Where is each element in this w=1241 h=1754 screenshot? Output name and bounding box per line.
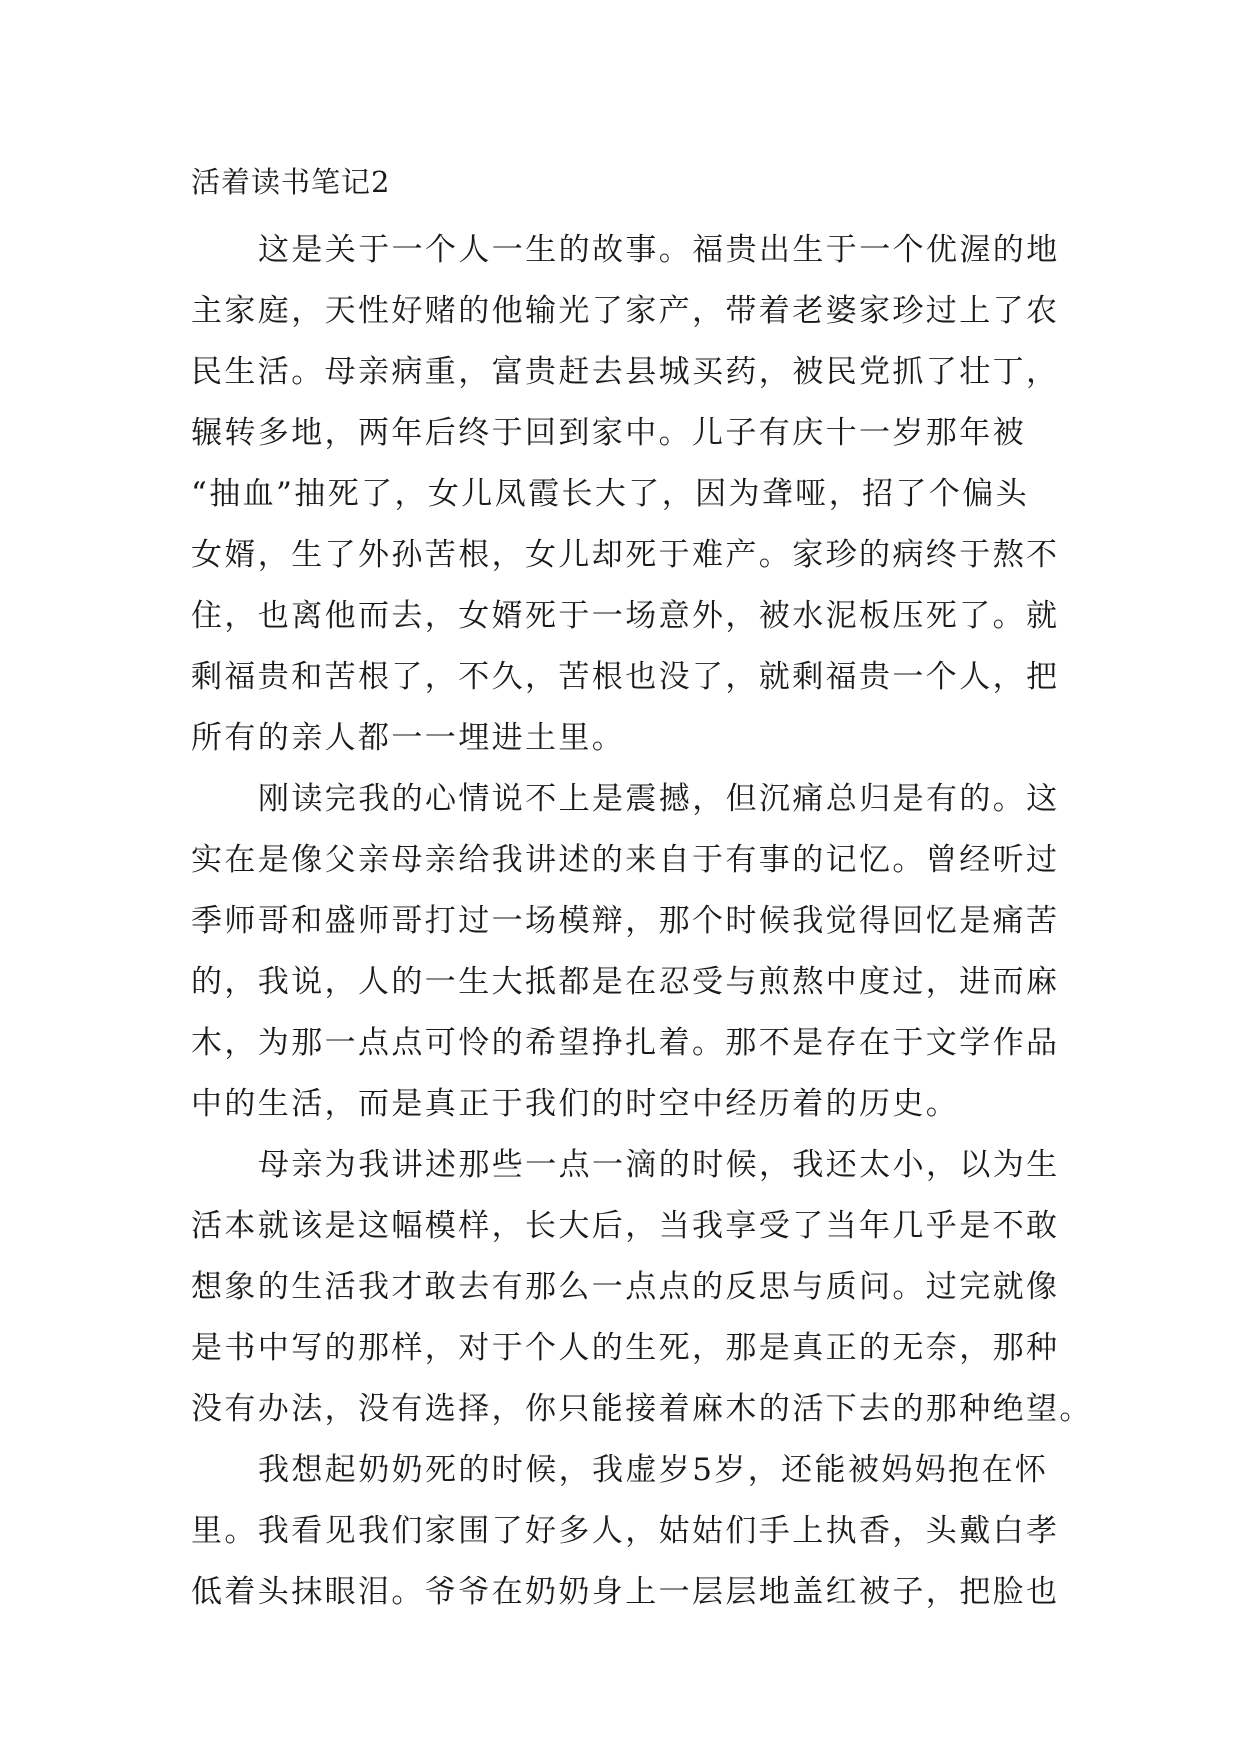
text-line: 剩福贵和苦根了，不久，苦根也没了，就剩福贵一个人，把 bbox=[191, 659, 1060, 695]
document-body bbox=[191, 220, 1093, 1623]
text-line: 母亲为我讲述那些一点一滴的时候，我还太小，以为生 bbox=[258, 1147, 1060, 1183]
text-line: 所有的亲人都一一埋进土里。 bbox=[191, 720, 626, 756]
text-line: 这是关于一个人一生的故事。福贵出生于一个优渥的地 bbox=[258, 232, 1060, 268]
text-line: 辗转多地，两年后终于回到家中。儿子有庆十一岁那年被 bbox=[191, 415, 1026, 451]
text-line: 木，为那一点点可怜的希望挣扎着。那不是存在于文学作品 bbox=[191, 1025, 1060, 1061]
text-line: 里。我看见我们家围了好多人，姑姑们手上执香，头戴白孝 bbox=[191, 1513, 1060, 1549]
text-line: 季师哥和盛师哥打过一场模辩，那个时候我觉得回忆是痛苦 bbox=[191, 903, 1060, 939]
text-line: 活本就该是这幅模样，长大后，当我享受了当年几乎是不敢 bbox=[191, 1208, 1060, 1244]
text-line: 主家庭，天性好赌的他输光了家产，带着老婆家珍过上了农 bbox=[191, 293, 1060, 329]
text-line: 低着头抹眼泪。爷爷在奶奶身上一层层地盖红被子，把脸也 bbox=[191, 1574, 1060, 1610]
text-line: “抽血”抽死了，女儿凤霞长大了，因为聋哑，招了个偏头 bbox=[191, 476, 1030, 512]
text-line: 我想起奶奶死的时候，我虚岁5岁，还能被妈妈抱在怀 bbox=[258, 1452, 1049, 1488]
text-line: 刚读完我的心情说不上是震撼，但沉痛总归是有的。这 bbox=[258, 781, 1060, 817]
document-title: 活着读书笔记2 bbox=[191, 165, 391, 199]
text-line: 住，也离他而去，女婿死于一场意外，被水泥板压死了。就 bbox=[191, 598, 1060, 634]
text-line: 民生活。母亲病重，富贵赶去县城买药，被民党抓了壮丁， bbox=[191, 354, 1060, 390]
text-line: 是书中写的那样，对于个人的生死，那是真正的无奈，那种 bbox=[191, 1330, 1060, 1366]
text-line: 实在是像父亲母亲给我讲述的来自于有事的记忆。曾经听过 bbox=[191, 842, 1060, 878]
text-line: 的，我说，人的一生大抵都是在忍受与煎熬中度过，进而麻 bbox=[191, 964, 1060, 1000]
text-line: 中的生活，而是真正于我们的时空中经历着的历史。 bbox=[191, 1086, 960, 1122]
text-line: 女婿，生了外孙苦根，女儿却死于难产。家珍的病终于熬不 bbox=[191, 537, 1060, 573]
text-line: 没有办法，没有选择，你只能接着麻木的活下去的那种绝望。 bbox=[191, 1391, 1093, 1427]
text-line: 想象的生活我才敢去有那么一点点的反思与质问。过完就像 bbox=[191, 1269, 1060, 1305]
